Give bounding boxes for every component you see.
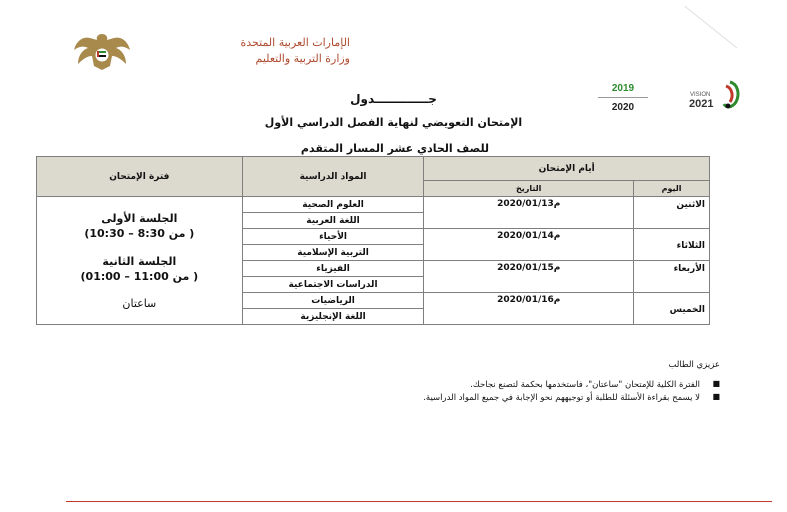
ministry-name: وزارة التربية والتعليم xyxy=(255,52,350,65)
corner-decoration xyxy=(407,0,787,48)
ministry-header xyxy=(150,36,350,65)
subject-cell: التربية الإسلامية xyxy=(242,245,424,261)
session-2-time: ( من 11:00 – 01:00) xyxy=(80,270,199,283)
footer-divider xyxy=(66,501,772,502)
note-text: لا يسمح بقراءة الأسئلة للطلبة أو توجيههم نحو الإجابة في جميع المواد الدراسية. xyxy=(423,393,700,403)
session-1-title: الجلسة الأولى xyxy=(101,212,178,225)
square-bullet-icon: ■ xyxy=(712,392,720,401)
student-notes xyxy=(200,360,720,406)
uae-emblem-icon xyxy=(72,30,132,72)
session-2 xyxy=(37,254,242,284)
document-title: جـــــــــــــدول xyxy=(350,92,437,106)
table-row xyxy=(37,197,710,213)
document-subtitle: الإمتحان التعويضي لنهاية الفصل الدراسي الأول xyxy=(264,116,523,129)
notes-list xyxy=(200,380,720,403)
date-cell: 2020/01/16م xyxy=(424,293,634,325)
list-item xyxy=(200,380,720,390)
subject-cell: الرياضيات xyxy=(242,293,424,309)
subject-cell: الدراسات الاجتماعية xyxy=(242,277,424,293)
table-header-row xyxy=(37,157,710,181)
session-2-title: الجلسة الثانية xyxy=(102,255,177,268)
date-cell: 2020/01/15م xyxy=(424,261,634,293)
vision-year: 2021 xyxy=(689,98,714,110)
list-item xyxy=(200,393,720,403)
subject-cell: اللغة العربية xyxy=(242,213,424,229)
day-cell: الخميس xyxy=(634,293,710,325)
date-cell: 2020/01/14م xyxy=(424,229,634,261)
session-1 xyxy=(37,211,242,241)
grade-label: للصف الحادي عشر المسار المتقدم xyxy=(300,142,490,155)
header-period: فترة الإمتحان xyxy=(37,157,243,197)
exam-period-cell xyxy=(37,197,243,325)
day-cell: الاثنين xyxy=(634,197,710,229)
date-cell: 2020/01/13م xyxy=(424,197,634,229)
session-1-time: ( من 8:30 – 10:30) xyxy=(84,227,195,240)
country-name: الإمارات العربية المتحدة xyxy=(240,36,350,49)
header-date: التاريخ xyxy=(424,181,634,197)
year-start: 2019 xyxy=(611,83,635,94)
square-bullet-icon: ■ xyxy=(712,379,720,388)
year-end: 2020 xyxy=(611,102,635,113)
notes-greeting: عزيزي الطالب xyxy=(668,360,720,370)
header-subjects: المواد الدراسية xyxy=(242,157,424,197)
header-exam-days: أيام الإمتحان xyxy=(424,157,710,181)
subject-cell: الأحياء xyxy=(242,229,424,245)
subject-cell: العلوم الصحية xyxy=(242,197,424,213)
header-day: اليوم xyxy=(634,181,710,197)
note-text: الفترة الكلية للإمتحان "ساعتان"، فاستخدمها بحكمة لتصنع نجاحك. xyxy=(470,380,700,390)
day-cell: الثلاثاء xyxy=(634,229,710,261)
day-cell: الأربعاء xyxy=(634,261,710,293)
exam-schedule-table xyxy=(36,156,710,325)
subject-cell: الفيزياء xyxy=(242,261,424,277)
subject-cell: اللغة الإنجليزية xyxy=(242,309,424,325)
exam-duration: ساعتان xyxy=(122,297,157,310)
vision-label: VISION xyxy=(690,92,711,98)
